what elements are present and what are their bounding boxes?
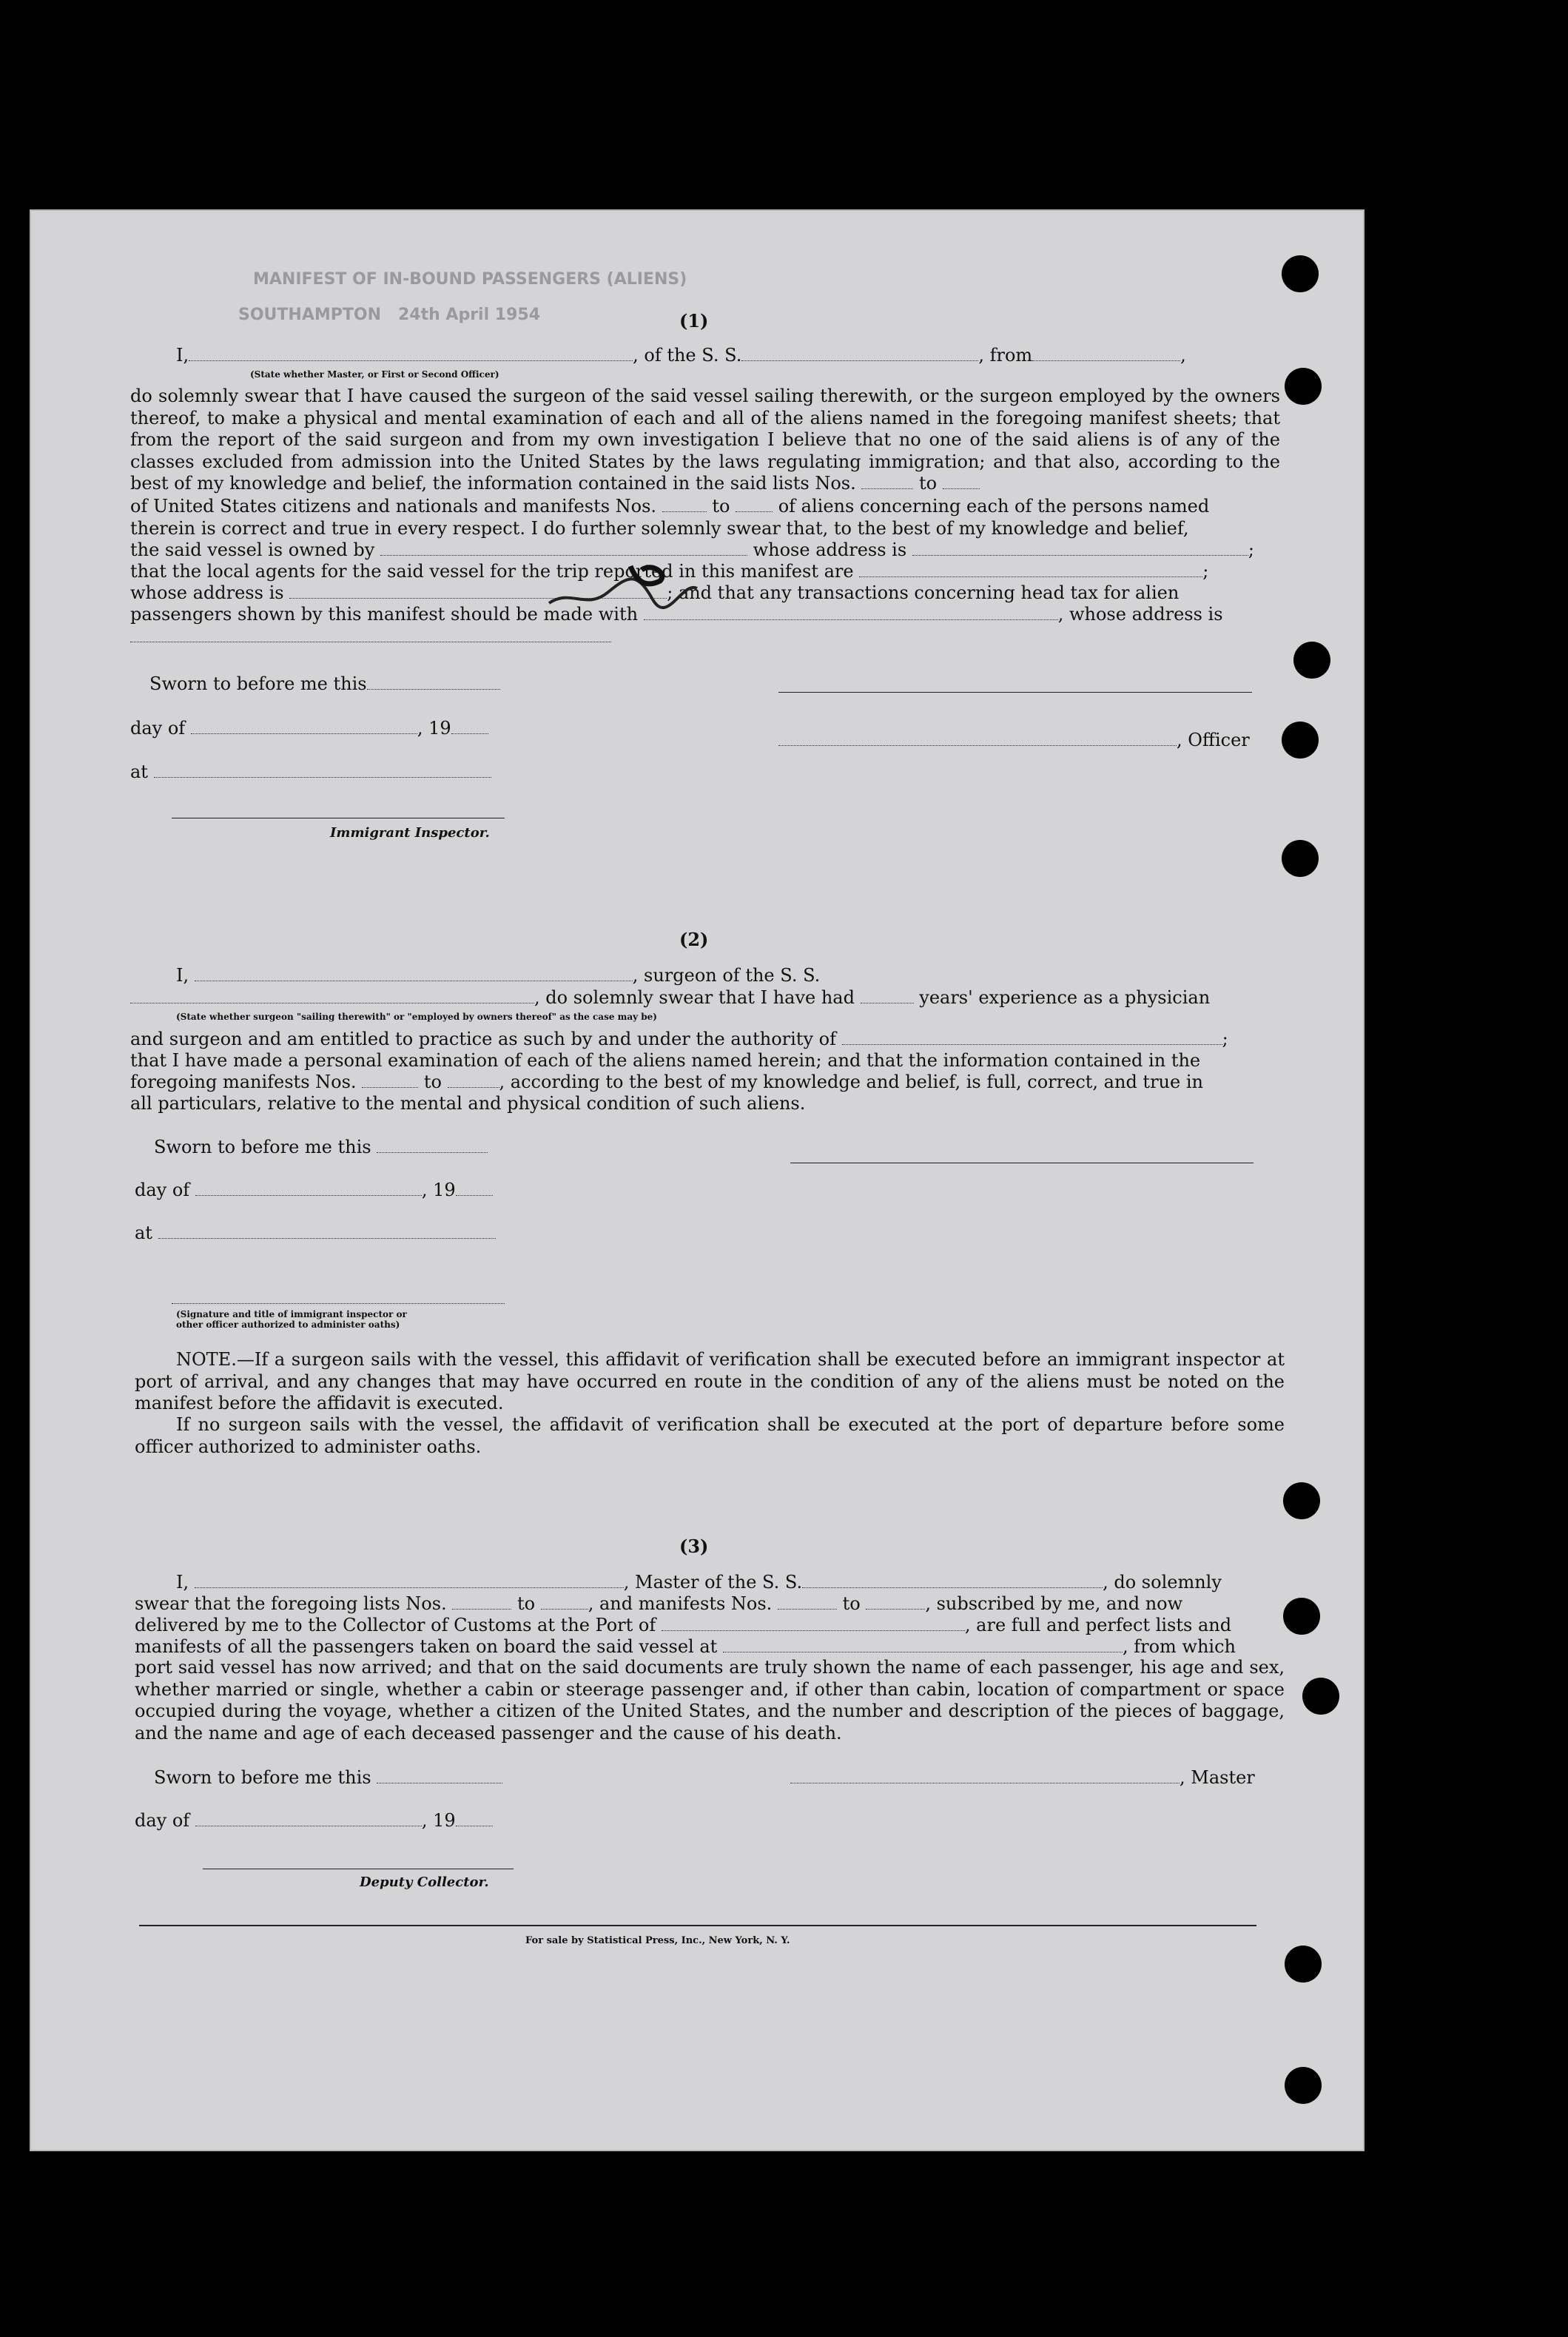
punch-hole <box>1285 368 1322 405</box>
foregoing-manifests-line: foregoing manifests Nos. to , according to the best of my knowledge and belief, is full, correct, and true in <box>130 1072 1203 1092</box>
from-port-field[interactable] <box>1032 347 1180 361</box>
section-3-oath-body: port said vessel has now arrived; and that on the said documents are truly shown the name of each passenger, his age and sex, whether married or single, whether a cabin or steerage passenger and, if other than cabin, location of compartment or space occupied during the voyage, whether a citizen of the United States, and the number and description of the pieces of baggage, and the name and age of each deceased passenger and the cause of his death. <box>135 1657 1285 1743</box>
punch-hole <box>1283 1598 1320 1635</box>
officer-signature-field[interactable] <box>778 732 1177 746</box>
master-sworn-year-field[interactable] <box>456 1812 493 1826</box>
section-3-lists-line: swear that the foregoing lists Nos. to , and manifests Nos. to , subscribed by me, and now <box>135 1593 1183 1614</box>
punch-hole <box>1285 1946 1322 1983</box>
manifests-to-field[interactable] <box>736 498 773 512</box>
surgeon-sworn-month-field[interactable] <box>195 1182 422 1196</box>
section-1-sworn-line: Sworn to before me this <box>149 673 500 695</box>
section-2-surgeon-line: I, , surgeon of the S. S. <box>176 965 821 986</box>
examination-line: that I have made a personal examination of each of the aliens named herein; and that the information contained in the <box>130 1050 1201 1071</box>
officer-rank-field[interactable] <box>189 347 633 361</box>
manifest-back-page <box>30 209 1365 2151</box>
years-experience-field[interactable] <box>861 989 914 1003</box>
authority-line: and surgeon and am entitled to practice as such by and under the authority of ; <box>130 1029 1228 1049</box>
section-2-sworn-line: Sworn to before me this <box>154 1136 488 1158</box>
head-tax-line: passengers shown by this manifest should be made with , whose address is <box>130 604 1223 625</box>
section-2-day-line: day of , 19 <box>135 1179 493 1201</box>
punch-hole <box>1282 255 1319 292</box>
surgeon-instruction: (State whether surgeon "sailing therewith" or "employed by owners thereof" as the case may be) <box>176 1012 657 1022</box>
bleed-through-text: MANIFEST OF IN-BOUND PASSENGERS (ALIENS) <box>253 270 687 289</box>
surgeon-sworn-day-field[interactable] <box>377 1139 488 1153</box>
handwritten-mark <box>542 559 704 618</box>
master-manifests-from-field[interactable] <box>778 1595 837 1610</box>
therein-correct-line: therein is correct and true in every respect. I do further solemnly swear that, to the best of my knowledge and belief, <box>130 518 1189 539</box>
officer-line: , Officer <box>778 729 1250 751</box>
master-vessel-field[interactable] <box>802 1574 1103 1588</box>
surgeon-manifests-to-field[interactable] <box>448 1074 499 1088</box>
lists-from-field[interactable] <box>861 475 913 489</box>
sworn-year-field[interactable] <box>451 720 488 734</box>
surgeon-sworn-year-field[interactable] <box>456 1182 493 1196</box>
punch-hole <box>1282 840 1319 877</box>
vessel-name-field[interactable] <box>741 347 978 361</box>
master-sworn-month-field[interactable] <box>195 1812 422 1826</box>
section-1-oath-body: do solemnly swear that I have caused the surgeon of the said vessel sailing therewith, or the surgeon employed by the owners thereof, to make a physical and mental examination of each and all of the aliens named in the foregoing manifest sheets; that from the report of the said surgeon and from my own investigation I believe that no one of the said aliens is of any of the classes excluded from admission into the United States by the laws regulating immigration; and that also, according to the best of my knowledge and belief, the information contained in the said lists Nos. to <box>130 386 1280 494</box>
head-tax-contact-field[interactable] <box>644 606 1058 620</box>
agents-address-line: whose address is ; and that any transactions concerning head tax for alien <box>130 582 1180 603</box>
section-2-number: (2) <box>679 929 709 950</box>
section-3-day-line: day of , 19 <box>135 1809 493 1832</box>
sworn-place-field[interactable] <box>154 764 491 778</box>
surgeon-manifests-from-field[interactable] <box>362 1074 418 1088</box>
surgeon-name-field[interactable] <box>195 967 633 981</box>
section-1-day-line: day of , 19 <box>130 717 488 739</box>
local-agents-field[interactable] <box>859 563 1202 577</box>
manifests-from-field[interactable] <box>662 498 707 512</box>
section-3-collector-line: delivered by me to the Collector of Customs at the Port of , are full and perfect lists and <box>135 1615 1232 1635</box>
printer-imprint: For sale by Statistical Press, Inc., New York, N. Y. <box>525 1935 790 1946</box>
master-lists-from-field[interactable] <box>452 1595 511 1610</box>
signature-note-2: other officer authorized to administer oaths) <box>176 1319 400 1330</box>
sworn-month-field[interactable] <box>191 720 417 734</box>
sworn-day-field[interactable] <box>367 676 500 690</box>
master-lists-to-field[interactable] <box>541 1595 588 1610</box>
master-signature-field[interactable] <box>790 1769 1180 1783</box>
from-label: , from <box>978 345 1033 366</box>
punch-hole <box>1282 722 1319 759</box>
master-signature-line: , Master <box>790 1766 1255 1789</box>
master-name-field[interactable] <box>195 1574 624 1588</box>
rank-instruction: (State whether Master, or First or Second Officer) <box>250 369 499 380</box>
pronoun-i: I, <box>176 345 189 366</box>
punch-hole <box>1293 642 1330 679</box>
master-sworn-day-field[interactable] <box>377 1769 502 1783</box>
section-3-master-line: I, , Master of the S. S. , do solemnly <box>176 1572 1222 1593</box>
master-manifests-to-field[interactable] <box>866 1595 925 1610</box>
section-3-sworn-line: Sworn to before me this <box>154 1766 502 1789</box>
signature-note-1: (Signature and title of immigrant inspector or <box>176 1309 407 1319</box>
vessel-owned-line: the said vessel is owned by whose address is ; <box>130 539 1254 560</box>
footer-rule <box>139 1925 1256 1926</box>
surgeon-sworn-place-field[interactable] <box>158 1225 496 1239</box>
section-2-at-line: at <box>135 1222 496 1244</box>
particulars-line: all particulars, relative to the mental and physical condition of such aliens. <box>130 1093 806 1114</box>
bleed-through-text: SOUTHAMPTON 24th April 1954 <box>238 306 541 324</box>
section-1-at-line: at <box>130 761 491 783</box>
section-3-boarded-line: manifests of all the passengers taken on board the said vessel at , from which <box>135 1636 1236 1657</box>
lists-to-field[interactable] <box>943 475 980 489</box>
section-3-number: (3) <box>679 1536 709 1557</box>
arrival-port-field[interactable] <box>662 1617 965 1631</box>
punch-hole <box>1302 1678 1339 1715</box>
section-1-number: (1) <box>679 310 709 332</box>
immigrant-inspector-label: Immigrant Inspector. <box>330 825 490 841</box>
administering-officer-signature-line[interactable] <box>172 1303 505 1304</box>
deputy-collector-label: Deputy Collector. <box>360 1874 489 1890</box>
owner-field[interactable] <box>380 542 747 556</box>
local-agents-line: that the local agents for the said vessel for the trip reported in this manifest are ; <box>130 561 1209 582</box>
owner-address-field[interactable] <box>912 542 1248 556</box>
punch-hole <box>1285 2067 1322 2104</box>
authority-field[interactable] <box>842 1031 1222 1045</box>
section-2-swear-line: , do solemnly swear that I have had years' experience as a physician <box>130 986 1210 1009</box>
departure-port-field[interactable] <box>723 1638 1123 1652</box>
signature-line[interactable] <box>778 692 1252 693</box>
note-paragraph-1: NOTE.—If a surgeon sails with the vessel, this affidavit of verification shall be executed before an immigrant inspector at port of arrival, and any changes that may have occurred en route in the condition of any of the aliens must be noted on the manifest before the affidavit is executed. <box>135 1349 1285 1413</box>
us-citizens-line: of United States citizens and nationals and manifests Nos. to of aliens concerning each of the persons named <box>130 496 1210 517</box>
note-paragraph-2: If no surgeon sails with the vessel, the affidavit of verification shall be executed at the port of departure before some officer authorized to administer oaths. <box>135 1414 1285 1457</box>
section-1-opening-line: I, , of the S. S. , from , <box>176 345 1186 366</box>
punch-hole <box>1283 1482 1320 1519</box>
of-ss-label: , of the S. S. <box>633 345 742 366</box>
surgeon-vessel-field[interactable] <box>130 989 534 1003</box>
